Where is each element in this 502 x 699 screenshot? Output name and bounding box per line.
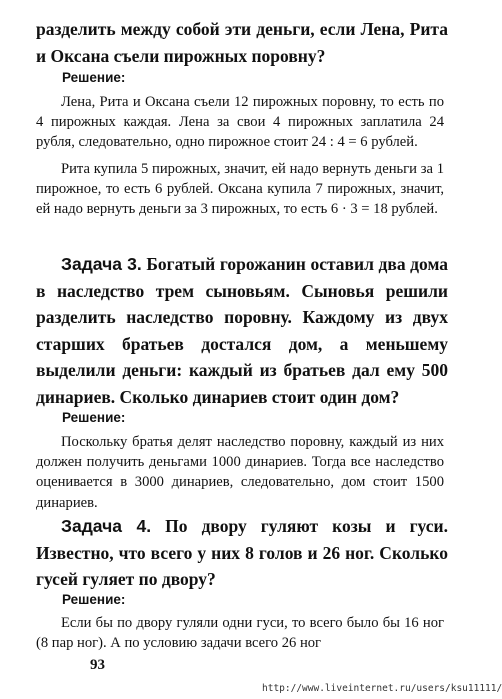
watermark-url: http://www.liveinternet.ru/users/ksu11111/ — [262, 683, 502, 694]
solution-4-heading: Решение: — [62, 592, 126, 607]
task-4 — [36, 513, 448, 593]
solution-1-paragraph-2: Рита купила 5 пирожных, значит, ей надо вернуть деньги за 1 пирожное, то есть 6 рублей. Оксана купила 7 пирожных, значит, ей надо вернуть деньги за 3 пирожных, то есть 6 · 3 = 18 рублей. — [36, 160, 444, 218]
solution-3-heading: Решение: — [62, 410, 126, 425]
task-4-text: По двору гуляют козы и гуси. Известно, что всего у них 8 голов и 26 ног. Сколько гусей гуляет по двору? — [36, 516, 448, 589]
solution-1-body — [36, 92, 444, 219]
page-number: 93 — [90, 657, 105, 673]
intro-text: разделить между собой эти деньги, если Лена, Рита и Оксана съели пирожных поровну? — [36, 19, 448, 66]
solution-3-body — [36, 432, 444, 513]
solution-1-heading: Решение: — [62, 70, 126, 85]
task-3-label: Задача 3. — [61, 254, 142, 274]
task-3-text: Богатый горожанин оставил два дома в наследство трем сыновьям. Сыновья решили разделить наследство поровну. Каждому из двух старших братьев достался дом, а меньшему выделили деньги: каждый из братьев дал ему 500 динариев. Сколько динариев стоит один дом? — [36, 254, 449, 407]
task-3 — [36, 251, 448, 410]
solution-4-paragraph-1: Если бы по двору гуляли одни гуси, то всего было бы 16 ног (8 пар ног). А по условию задачи всего 26 ног — [36, 615, 444, 652]
solution-4-body — [36, 613, 444, 653]
solution-3-paragraph-1: Поскольку братья делят наследство поровну, каждый из них должен получить деньгами 1000 динариев. Тогда все наследство оценивается в 3000 динариев, следовательно, дом стоит 1500 динариев. — [36, 434, 444, 511]
solution-1-paragraph-1: Лена, Рита и Оксана съели 12 пирожных поровну, то есть по 4 пирожных каждая. Лена за свои 4 пирожных заплатила 24 рубля, следовательно, одно пирожное стоит 24 : 4 = 6 рублей. — [36, 94, 444, 151]
task-4-label: Задача 4. — [61, 516, 152, 536]
